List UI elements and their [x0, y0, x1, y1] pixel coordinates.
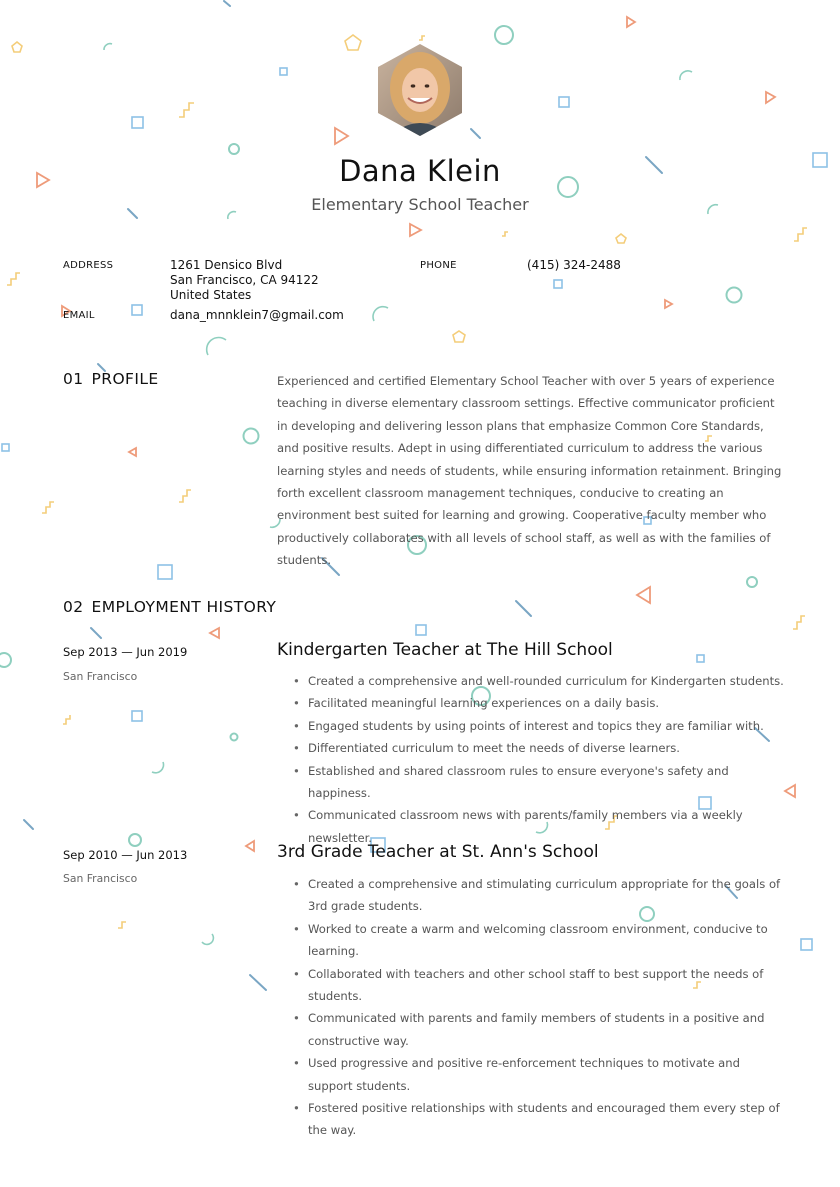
- profile-photo: [378, 44, 462, 136]
- phone-label: PHONE: [420, 260, 457, 271]
- email-label: EMAIL: [63, 310, 95, 321]
- list-item: • Used progressive and positive re-enforcement techniques to motivate and support students.: [277, 1052, 787, 1097]
- section-title: PROFILE: [91, 370, 159, 388]
- list-item: • Created a comprehensive and well-rounded curriculum for Kindergarten students.: [277, 670, 787, 692]
- address-label: ADDRESS: [63, 260, 114, 271]
- job-dates: Sep 2013 — Jun 2019: [63, 645, 188, 659]
- list-item: • Fostered positive relationships with students and encouraged them every step of the way.: [277, 1097, 787, 1142]
- employment-heading: [63, 598, 276, 616]
- list-item: • Communicated with parents and family members of students in a positive and constructive way.: [277, 1007, 787, 1052]
- list-item: • Worked to create a warm and welcoming classroom environment, conducive to learning.: [277, 918, 787, 963]
- job-bullet-list: [277, 873, 787, 1142]
- pentagon-decorations: [12, 35, 626, 342]
- profile-summary: Experienced and certified Elementary School Teacher with over 5 years of experience teaching in diverse elementary classroom settings. Effective communicator proficient in developing and delivering lesson plans that emphasize Common Core Standards, and positive results. Adept in using differentiated curriculum to address the various learning styles and needs of students, while ensuring information retainment. Bringing forth excellent classroom management techniques, conducive to creating an environment best suited for learning and growing. Cooperative faculty member who productively collaborates with all levels of school staff, as well as with the families of students.: [277, 374, 782, 568]
- job-bullet-list: [277, 670, 787, 849]
- job-location: San Francisco: [63, 670, 138, 683]
- list-item: • Differentiated curriculum to meet the needs of diverse learners.: [277, 737, 787, 759]
- candidate-title: Elementary School Teacher: [311, 195, 529, 214]
- job-heading: 3rd Grade Teacher at St. Ann's School: [277, 842, 599, 862]
- job-heading: Kindergarten Teacher at The Hill School: [277, 640, 613, 660]
- job-location: San Francisco: [63, 872, 138, 885]
- profile-heading: [63, 370, 159, 388]
- phone-value: (415) 324-2488: [527, 258, 621, 272]
- address-line: 1261 Densico Blvd: [170, 258, 283, 272]
- address-line: United States: [170, 288, 252, 302]
- list-item: • Collaborated with teachers and other school staff to best support the needs of students.: [277, 963, 787, 1008]
- section-number: 02: [63, 598, 84, 616]
- list-item: • Engaged students by using points of interest and topics they are familiar with.: [277, 715, 787, 737]
- list-item: • Communicated classroom news with parents/family members via a weekly newsletter.: [277, 804, 787, 849]
- list-item: • Established and shared classroom rules to ensure everyone's safety and happiness.: [277, 760, 787, 805]
- email-value[interactable]: dana_mnnklein7@gmail.com: [170, 308, 344, 322]
- section-title: EMPLOYMENT HISTORY: [91, 598, 277, 616]
- address-line: San Francisco, CA 94122: [170, 273, 319, 287]
- list-item: • Created a comprehensive and stimulating curriculum appropriate for the goals of 3rd grade students.: [277, 873, 787, 918]
- job-dates: Sep 2010 — Jun 2013: [63, 848, 188, 862]
- section-number: 01: [63, 370, 84, 388]
- candidate-name: Dana Klein: [339, 154, 501, 188]
- list-item: • Facilitated meaningful learning experiences on a daily basis.: [277, 692, 787, 714]
- address-value: [170, 258, 319, 303]
